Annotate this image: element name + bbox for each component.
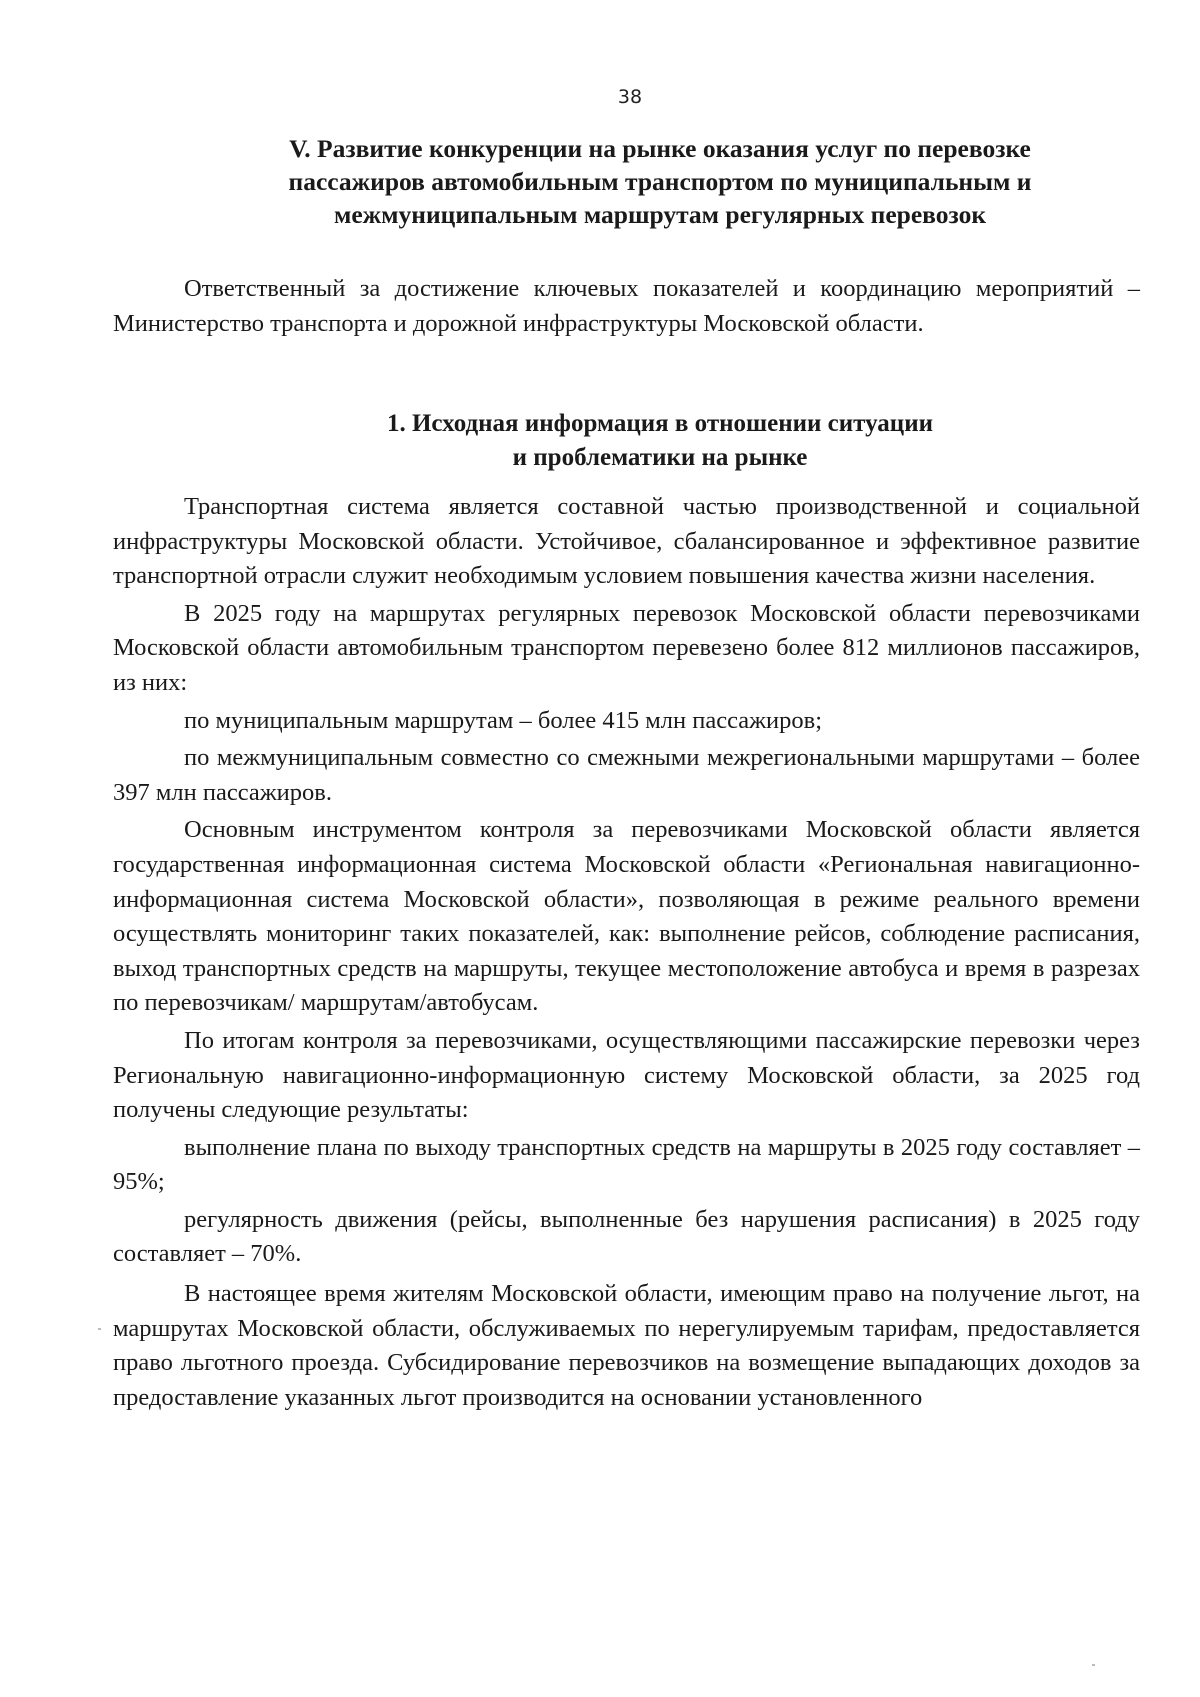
subsection-title-line: и проблематики на рынке (512, 444, 808, 471)
paragraph: выполнение плана по выходу транспортных средств на маршруты в 2025 году составляет – 95%; (113, 1133, 1140, 1196)
paragraph: Основным инструментом контроля за перевозчиками Московской области является государственная информационная система Московской области «Региональная навигационно-информационная система Московской области», позволяющая в режиме реального времени осуществлять мониторинг таких показателей, как: выполнение рейсов, соблюдение расписания, выход транспортных средств на маршруты, текущее местоположение автобуса и время в разрезах по перевозчикам/ маршрутам/автобусам. (113, 816, 1140, 1017)
responsible-block (113, 272, 1140, 341)
paragraph: регулярность движения (рейсы, выполненные без нарушения расписания) в 2025 году составляет – 70%. (113, 1205, 1140, 1268)
section-title-line: V. Развитие конкуренции на рынке оказания услуг по перевозке (289, 134, 1031, 163)
paragraph: В настоящее время жителям Московской области, имеющим право на получение льгот, на маршрутах Московской области, обслуживаемых по нерегулируемым тарифам, предоставляется право льготного проезда. Субсидирование перевозчиков на возмещение выпадающих доходов за предоставление указанных льгот производится на основании установленного (113, 1280, 1140, 1411)
subsection-title (340, 407, 980, 475)
section-title (230, 132, 1090, 231)
paragraph: По итогам контроля за перевозчиками, осуществляющими пассажирские перевозки через Региональную навигационно-информационную систему Московской области, за 2025 год получены следующие результаты: (113, 1026, 1140, 1124)
paragraph: по межмуниципальным совместно со смежными межрегиональными маршрутами – более 397 млн пассажиров. (113, 744, 1140, 806)
paragraph: Транспортная система является составной частью производственной и социальной инфраструктуры Московской области. Устойчивое, сбалансированное и эффективное развитие транспортной отрасли служит необходимым условием повышения качества жизни населения. (113, 493, 1140, 590)
section-title-line: пассажиров автомобильным транспортом по муниципальным и (288, 167, 1032, 196)
section-title-line: межмуниципальным маршрутам регулярных перевозок (333, 200, 987, 229)
paragraph: по муниципальным маршрутам – более 415 млн пассажиров; (184, 706, 823, 734)
scan-speck (1092, 1664, 1095, 1666)
subsection-title-line: 1. Исходная информация в отношении ситуации (386, 410, 934, 437)
main-text (113, 490, 1140, 1415)
paragraph: В 2025 году на маршрутах регулярных перевозок Московской области перевозчиками Московской области автомобильным транспортом перевезено более 812 миллионов пассажиров, из них: (113, 599, 1140, 696)
responsible-paragraph: Ответственный за достижение ключевых показателей и координацию мероприятий – Министерство транспорта и дорожной инфраструктуры Московской области. (113, 275, 1140, 337)
page-number: 38 (617, 86, 643, 108)
scan-speck (98, 1328, 101, 1330)
